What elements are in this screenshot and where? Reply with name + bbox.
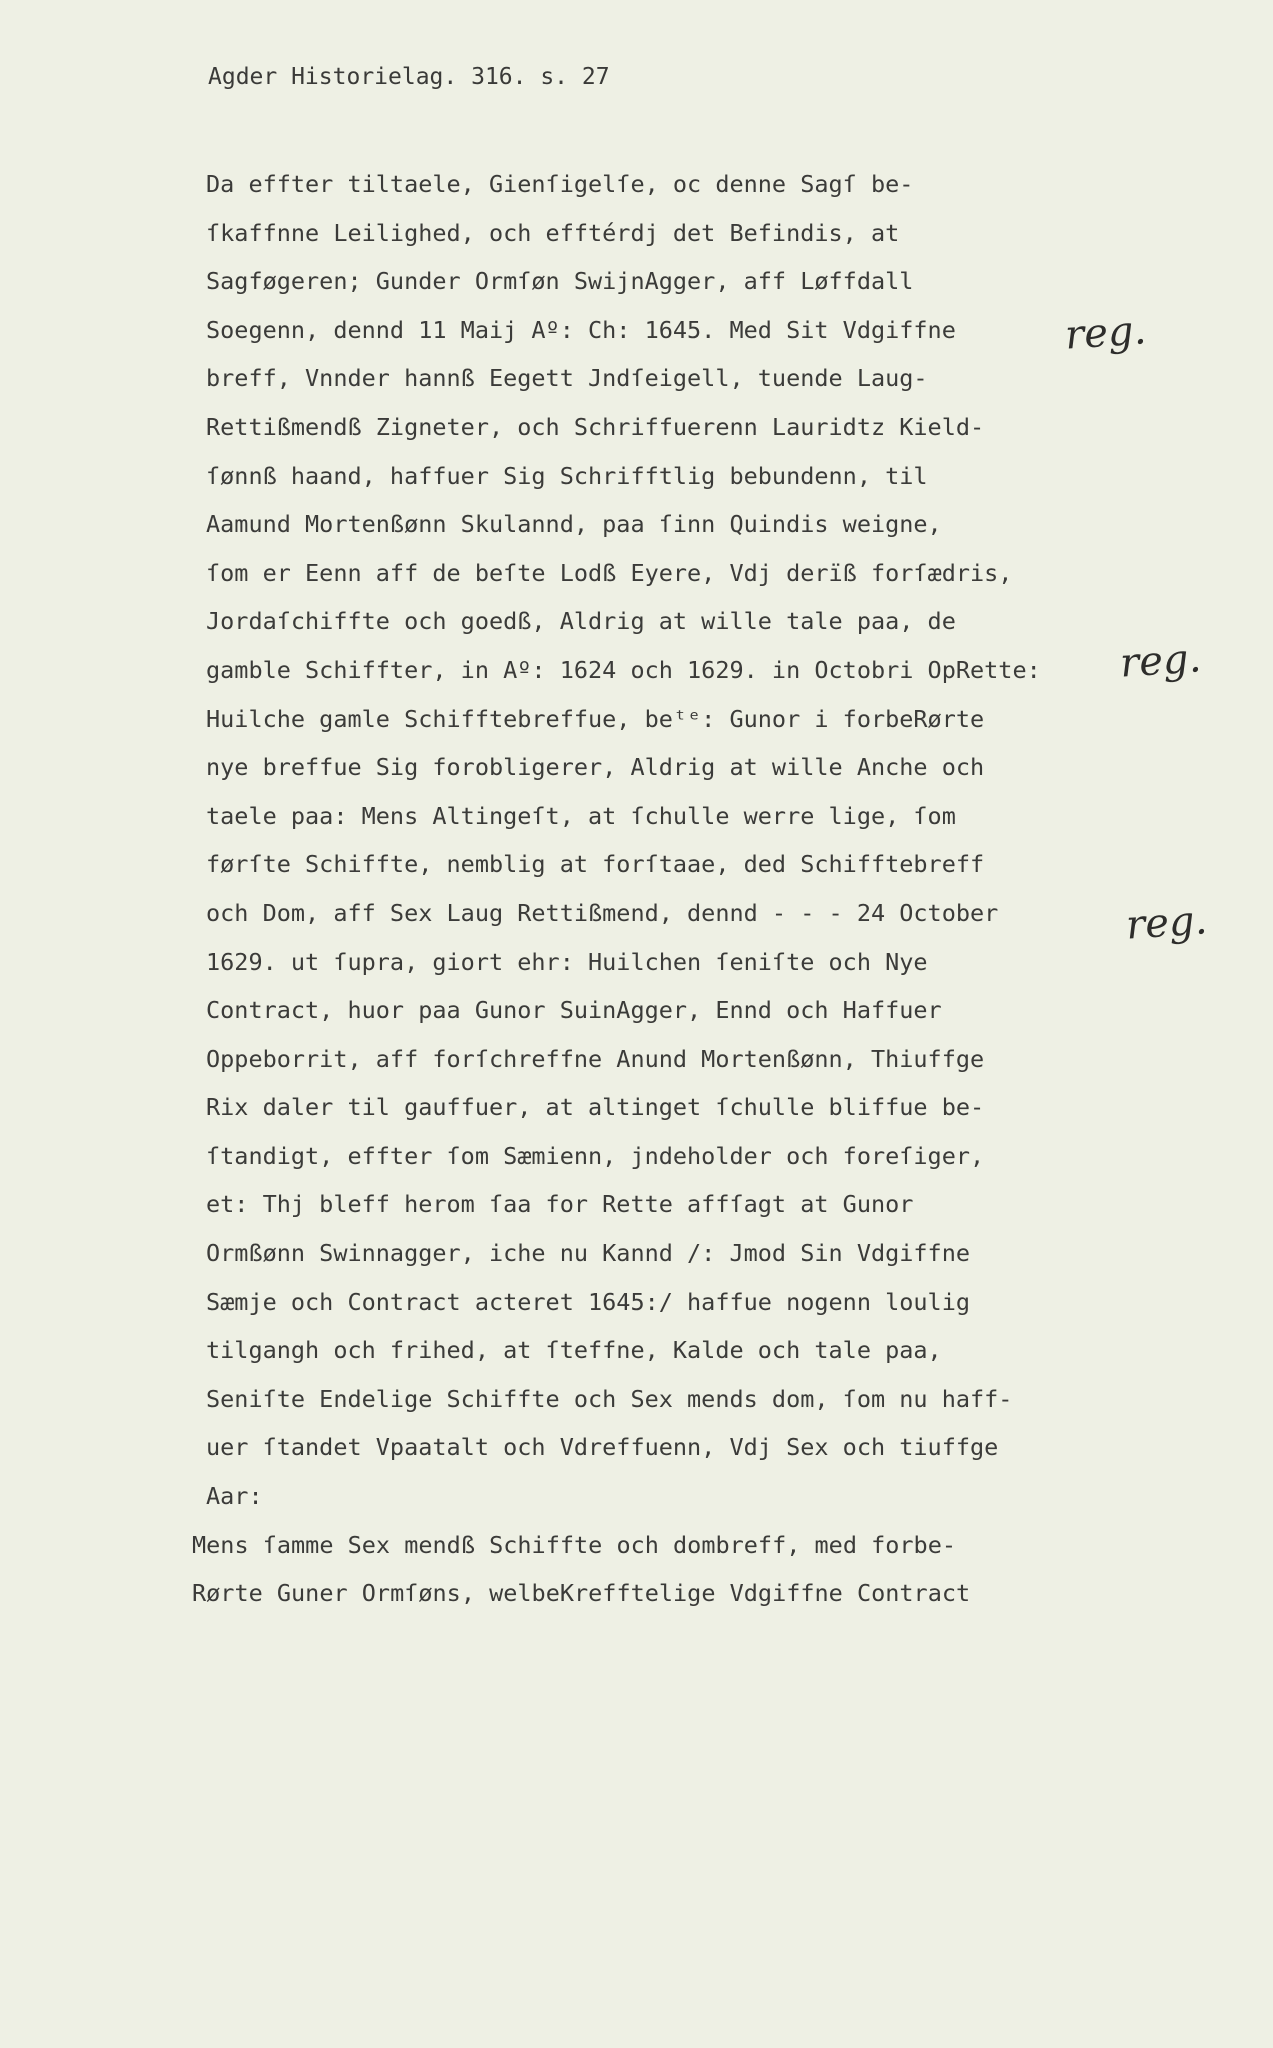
margin-note-reg-1: reg.	[1063, 307, 1148, 359]
text-line-13: nye breffue Sig forobligerer, Aldrig at wille Anche och	[206, 753, 985, 782]
text-line-8: Aamund Mortenßønn Skulannd, paa ſinn Quindis weigne,	[206, 510, 942, 539]
text-line-9: ſom er Eenn aff de beſte Lodß Eyere, Vdj derïß forſædris,	[206, 558, 1013, 587]
text-line-1: Da effter tiltaele, Gienſigelſe, oc denne Sagſ be-	[206, 170, 914, 198]
transcription-body	[192, 160, 1106, 1618]
margin-note-reg-2: reg.	[1118, 635, 1203, 687]
text-line-20: Rix daler til gauffuer, at altinget ſchulle bliffue be-	[206, 1093, 985, 1122]
text-line-22: et: Thj bleff herom ſaa for Rette affſagt at Gunor	[206, 1190, 914, 1219]
text-line-30: Rørte Guner Ormſøns, welbeKrefftelige Vdgiffne Contract	[192, 1579, 971, 1608]
text-line-28: Aar:	[206, 1482, 263, 1511]
text-line-19: Oppeborrit, aff forſchreffne Anund Mortenßønn, Thiuffge	[206, 1044, 985, 1073]
text-line-11: gamble Schiffter, in Aº: 1624 och 1629. in Octobri OpRette:	[206, 655, 1041, 684]
text-line-14: taele paa: Mens Altingeſt, at ſchulle werre lige, ſom	[206, 801, 956, 830]
text-line-10: Jordaſchiffte och goedß, Aldrig at wille tale paa, de	[206, 607, 956, 636]
text-line-12: Huilche gamle Schifftebreffue, beᵗᵉ: Gunor i forbeRørte	[206, 704, 985, 733]
text-line-2: ſkaffnne Leilighed, och efftérdj det Befindis, at	[206, 218, 900, 247]
text-line-27: uer ſtandet Vpaatalt och Vdreffuenn, Vdj Sex och tiuffge	[206, 1433, 999, 1462]
text-line-6: Rettißmendß Zigneter, och Schriffuerenn Lauridtz Kield-	[206, 412, 985, 441]
text-line-26: Seniſte Endelige Schiffte och Sex mends dom, ſom nu haff-	[206, 1384, 1013, 1413]
page-header: Agder Historielag. 316. s. 27	[208, 64, 610, 90]
text-line-16: och Dom, aff Sex Laug Rettißmend, dennd - - - 24 October	[206, 898, 999, 927]
text-line-7: ſønnß haand, haffuer Sig Schrifftlig bebundenn, til	[206, 461, 928, 490]
text-line-5: breff, Vnnder hannß Eegett Jndſeigell, tuende Laug-	[206, 364, 928, 393]
text-line-15: førſte Schiffte, nemblig at forſtaae, ded Schifftebreff	[206, 850, 985, 879]
text-line-25: tilgangh och frihed, at ſteffne, Kalde och tale paa,	[206, 1336, 942, 1365]
text-line-18: Contract, huor paa Gunor SuinAgger, Ennd och Haffuer	[206, 996, 942, 1025]
text-line-4: Soegenn, dennd 11 Maij Aº: Ch: 1645. Med Sit Vdgiffne	[206, 315, 956, 344]
text-line-23: Ormßønn Swinnagger, iche nu Kannd /: Jmod Sin Vdgiffne	[206, 1239, 971, 1268]
text-line-3: Sagføgeren; Gunder Ormſøn SwijnAgger, aff Løffdall	[206, 267, 914, 296]
text-line-24: Sæmje och Contract acteret 1645:/ haffue nogenn loulig	[206, 1287, 971, 1316]
text-line-29: Mens ſamme Sex mendß Schiffte och dombreff, med forbe-	[192, 1530, 957, 1559]
text-line-21: ſtandigt, effter ſom Sæmienn, jndeholder och foreſiger,	[206, 1141, 985, 1170]
margin-note-reg-3: reg.	[1124, 897, 1209, 949]
text-line-17: 1629. ut ſupra, giort ehr: Huilchen ſeniſte och Nye	[206, 947, 928, 976]
